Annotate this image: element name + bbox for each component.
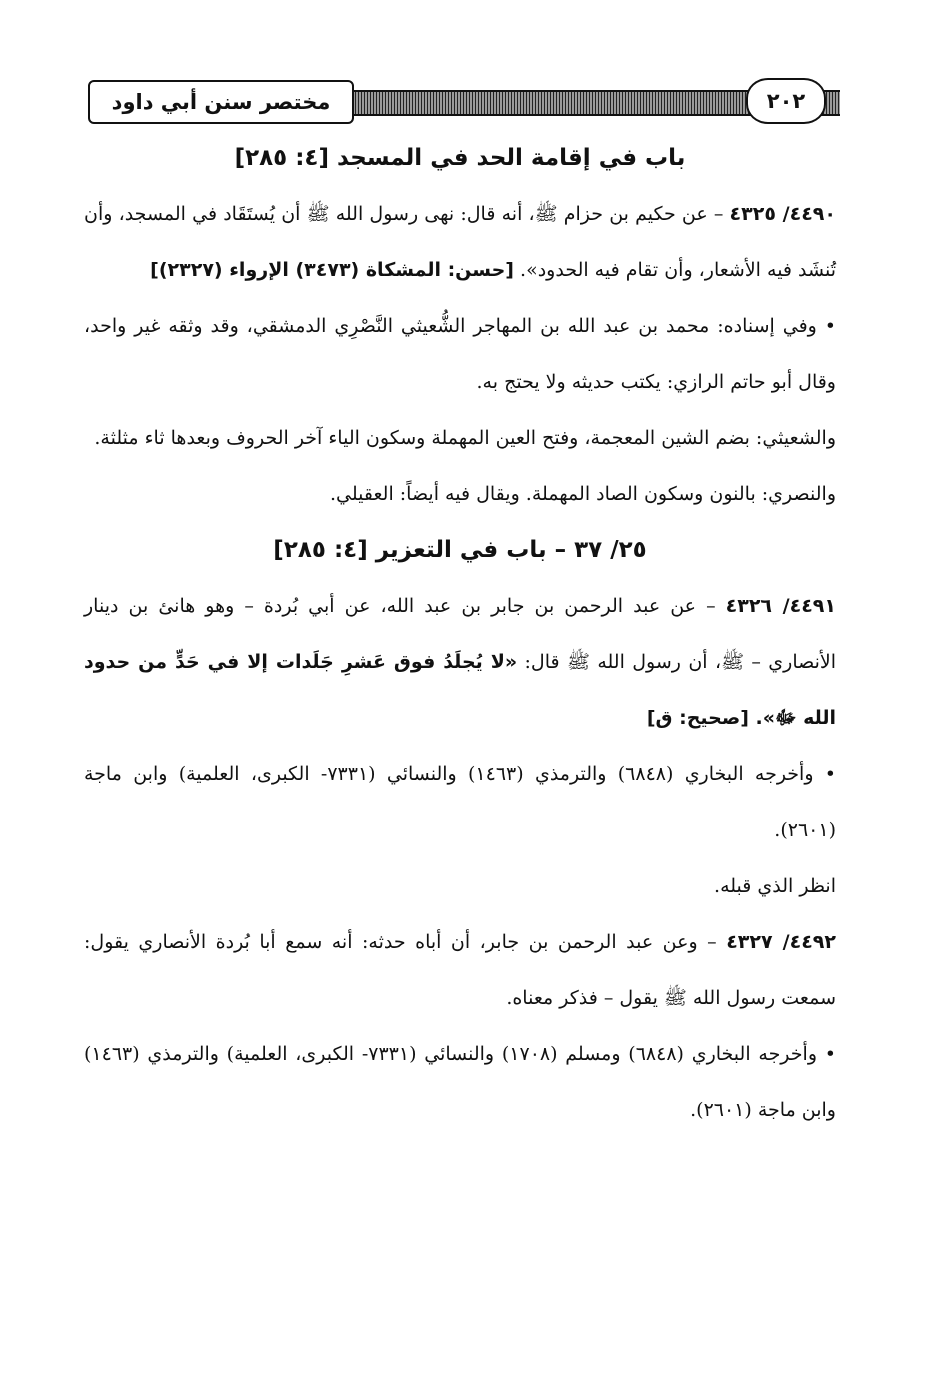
hadith-number: ٤٤٩٠/ ٤٣٢٥: [729, 203, 836, 225]
chapter-heading-1: باب في إقامة الحد في المسجد [٤: ٢٨٥]: [234, 145, 686, 171]
hadith-4492: [84, 914, 836, 1026]
hadith-quote: «لا يُجلَدُ فوق عَشرِ جَلَدات إلا في حَدٍّ من حدود الله ﷻ». [صحيح: ق]: [84, 651, 836, 729]
hadith-4490: [84, 186, 836, 298]
book-title: مختصر سنن أبي داود: [88, 80, 354, 124]
commentary-note: • وأخرجه البخاري (٦٨٤٨) والترمذي (١٤٦٣) والنسائي (٧٣٣١- الكبرى، العلمية) وابن ماجة (٢٦٠١).: [84, 763, 837, 841]
commentary-note: • وأخرجه البخاري (٦٨٤٨) ومسلم (١٧٠٨) والنسائي (٧٣٣١- الكبرى، العلمية) والترمذي (١٤٦٣) وابن ماجة (٢٦٠١).: [84, 1043, 836, 1121]
hadith-text: – عن حكيم بن حزام ﷺ، أنه قال: نهى رسول الله ﷺ أن يُستَقَاد في المسجد، وأن تُنشَد فيه الأشعار، وأن تقام فيه الحدود».: [84, 203, 836, 281]
chapter-heading-2: ٢٥/ ٣٧ – باب في التعزير [٤: ٢٨٥]: [273, 537, 647, 563]
commentary-note: • وفي إسناده: محمد بن عبد الله بن المهاجر الشُّعيثي النَّصْرِي الدمشقي، وقد وثقه غير واحد، وقال أبو حاتم الرازي: يكتب حديثه ولا يحتج به.: [84, 315, 836, 393]
commentary-note: والنصري: بالنون وسكون الصاد المهملة. ويقال فيه أيضاً: العقيلي.: [329, 483, 836, 505]
hadith-text: – وعن عبد الرحمن بن جابر، أن أباه حدثه: أنه سمع أبا بُردة الأنصاري يقول: سمعت رسول الله ﷺ يقول – فذكر معناه.: [84, 931, 836, 1009]
hadith-4491: [84, 578, 836, 746]
page-header: [88, 78, 840, 124]
hadith-text: – عن عبد الرحمن بن جابر بن عبد الله، عن أبي بُردة – وهو هانئ بن دينار الأنصاري – ﷺ، أن رسول الله ﷺ قال:: [84, 595, 836, 673]
page-body: [84, 130, 836, 1138]
hadith-number: ٤٤٩١/ ٤٣٢٦: [725, 595, 836, 617]
hadith-number: ٤٤٩٢/ ٤٣٢٧: [726, 931, 836, 953]
commentary-note: والشعيثي: بضم الشين المعجمة، وفتح العين المهملة وسكون الياء آخر الحروف وبعدها ثاء مثلثة.: [94, 427, 836, 449]
commentary-note: انظر الذي قبله.: [714, 875, 836, 897]
page-number: ٢٠٢: [746, 78, 826, 124]
hadith-grading: [حسن: المشكاة (٣٤٧٣) الإرواء (٢٣٢٧)]: [150, 259, 514, 281]
